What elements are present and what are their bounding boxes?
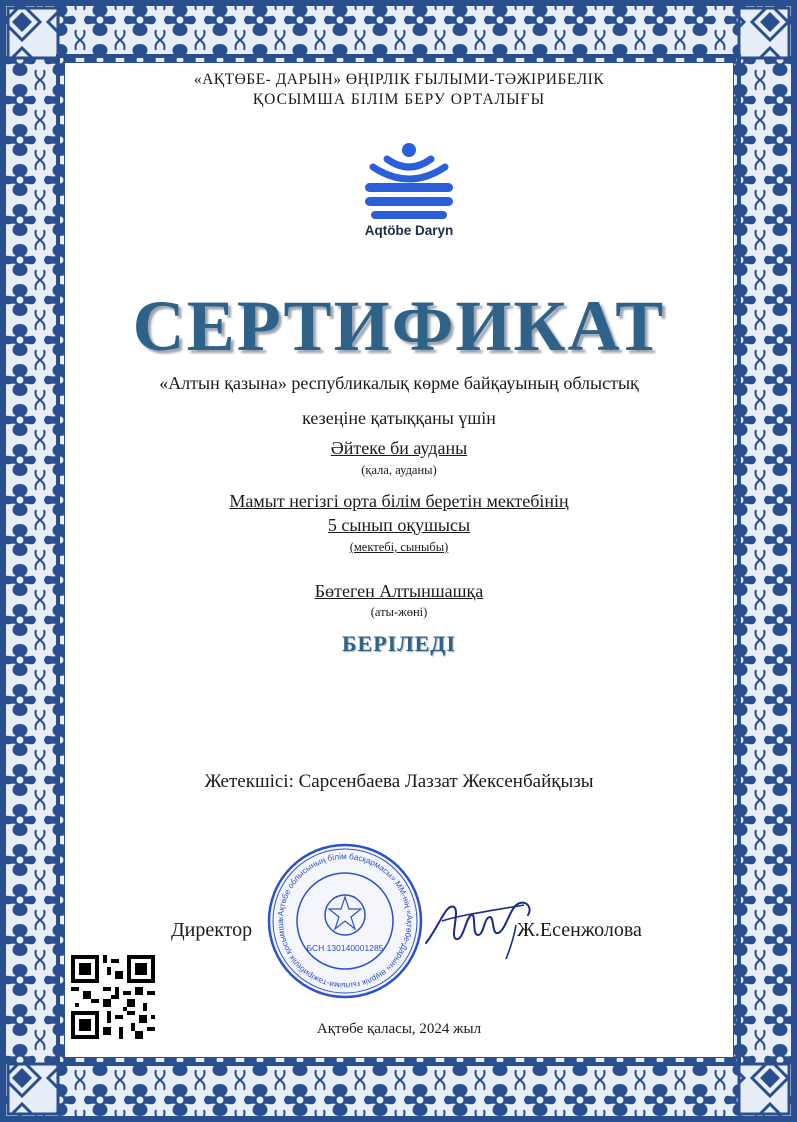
- daryn-logo-icon: [357, 141, 461, 221]
- description-line-2: кезеңіне қатыққаны үшін: [302, 408, 496, 428]
- school-text-2: 5 сынып оқушысы: [327, 515, 471, 535]
- logo-text: Aqtöbe Daryn: [364, 223, 454, 238]
- school-text-1: Мамыт негізгі орта білім беретін мектебінің: [229, 491, 569, 511]
- official-seal-icon: [265, 841, 425, 1001]
- recipient-caption: (аты-жөні): [370, 605, 428, 619]
- organization-line-1: «АҚТӨБЕ- ДАРЫН» ӨҢІРЛІК ҒЫЛЫМИ-ТӘЖІРИБЕЛІК: [193, 71, 605, 88]
- district-caption: (қала, ауданы): [361, 463, 437, 477]
- school-line-2: [65, 515, 733, 536]
- organization-line-2: ҚОСЫМША БІЛІМ БЕРУ ОРТАЛЫҒЫ: [252, 91, 546, 108]
- official-seal: [265, 841, 425, 1001]
- award-text: БЕРІЛЕДІ: [342, 631, 456, 656]
- recipient-name-text: Бөтеген Алтыншашқа: [314, 581, 484, 601]
- director-label: Директор: [171, 919, 253, 941]
- director-name: Ж.Есенжолова: [517, 919, 642, 941]
- description-line-1: «Алтын қазына» республикалық көрме байқауының облыстық: [159, 373, 639, 393]
- school-caption: [65, 540, 733, 555]
- recipient-name: [65, 581, 733, 602]
- certificate-content: [64, 62, 734, 1058]
- seal-bin: БСН 130140001285: [306, 943, 384, 953]
- supervisor-line: Жетекшісі: Сарсенбаева Лаззат Жексенбайқызы: [204, 771, 594, 792]
- seal-text: «Ақтөбе облысының білім басқармасы» ММ-нің «Ақтөбе-Дарын» өңірлік ғылыми-тәжірибелік қосымша: [275, 851, 415, 991]
- school-line-1: [65, 491, 733, 512]
- district-value: [65, 438, 733, 459]
- school-caption-text: (мектебі, сыныбы): [349, 540, 449, 554]
- district-text: Әйтеке би ауданы: [330, 438, 468, 458]
- certificate-title: СЕРТИФИКАТ: [132, 286, 666, 366]
- organization-logo: [357, 141, 461, 238]
- footer-place-year: Ақтөбе қаласы, 2024 жыл: [316, 1021, 482, 1037]
